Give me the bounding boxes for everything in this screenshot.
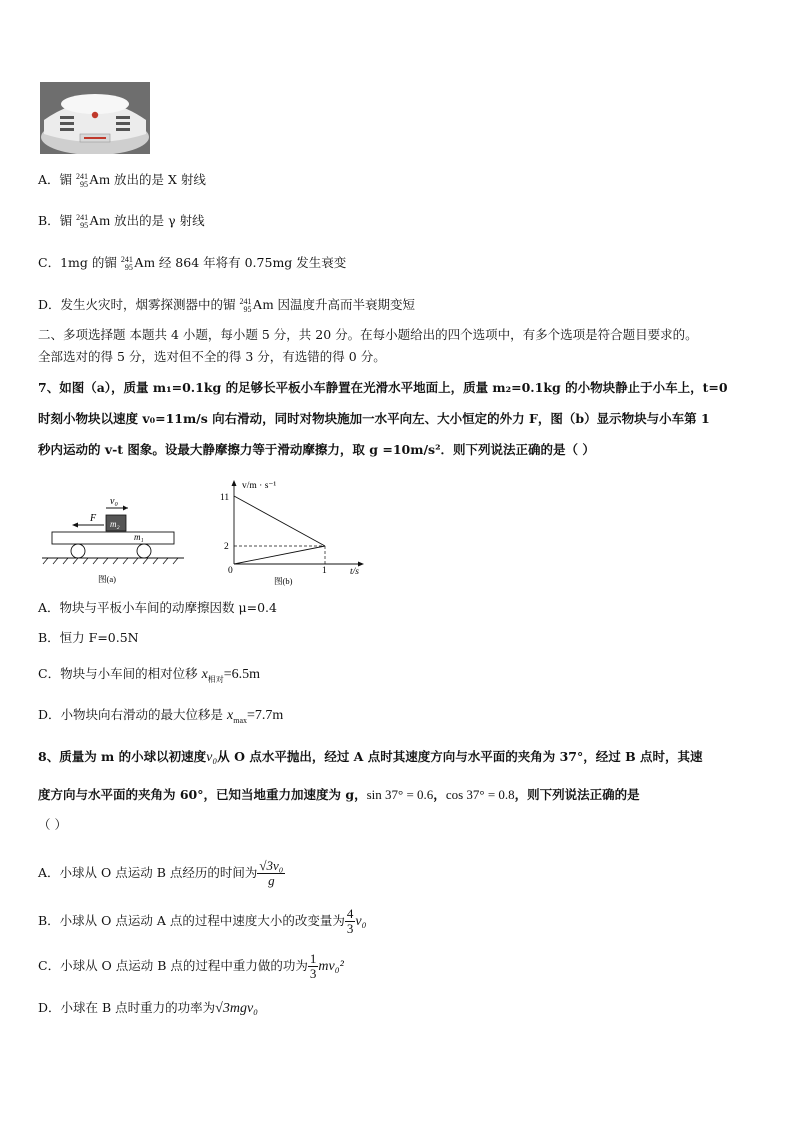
figure-b xyxy=(212,476,372,588)
smoke-detector-image xyxy=(40,82,150,154)
q7-line2: 时刻小物块以速度 v₀=11m/s 向右滑动，同时对物块施加一水平向左、大小恒定的外力 F，图（b）显示物块与小车第 1 xyxy=(38,411,710,426)
q6-a-text: A．镅 xyxy=(38,172,73,187)
q6-option-c: C．1mg 的镅 241 95Am 经 864 年将有 0.75mg 发生衰变 xyxy=(38,254,347,272)
q8-option-c: C．小球从 O 点运动 B 点的过程中重力做的功为 $\frac{1}{3}$ mv₀² xyxy=(38,951,344,981)
nuclide-am: 241 95Am xyxy=(239,296,274,314)
fig-a-caption: 图(a) xyxy=(98,574,116,584)
q7-option-a: A．物块与平板小车间的动摩擦因数 μ=0.4 xyxy=(38,600,277,615)
q7-line1: 7、如图（a），质量 m₁=0.1kg 的足够长平板小车静置在光滑水平地面上，质量 m₂=0.1kg 的小物块静止于小车上，t=0 xyxy=(38,380,728,395)
q8-option-d: D．小球在 B 点时重力的功率为√3mgv₀ xyxy=(38,1000,259,1016)
q6-a-text2: 放出的是 X 射线 xyxy=(114,172,206,187)
fig-a-v0-label: v₀ xyxy=(110,496,118,507)
wheel xyxy=(137,544,151,558)
fig-a-F-label: F xyxy=(90,513,97,524)
fig-b-xlabel: t/s xyxy=(350,567,359,577)
q8-line1: 8、质量为 m 的小球以初速度v₀从 O 点水平抛出，经过 A 点时其速度方向与水平面的夹角为 37°，经过 B 点时，其速 xyxy=(38,749,703,765)
nuclide-am: 241 95Am xyxy=(76,212,111,230)
q6-option-d: D．发生火灾时，烟雾探测器中的镅 241 95Am 因温度升高而半衰期变短 xyxy=(38,296,416,314)
svg-text:m₁: m₁ xyxy=(134,532,144,542)
fig-b-ylabel: v/m · s⁻¹ xyxy=(242,481,277,491)
fig-b-caption: 图(b) xyxy=(274,576,293,586)
block-velocity-line xyxy=(234,496,325,546)
q8-line2: 度方向与水平面的夹角为 60°，已知当地重力加速度为 g，sin 37° = 0.6，cos 37° = 0.8，则下列说法正确的是 xyxy=(38,787,640,802)
fig-b-origin: 0 xyxy=(228,566,233,576)
section2-line1: 二、多项选择题 本题共 4 小题，每小题 5 分，共 20 分。在每小题给出的四个选项中，有多个选项是符合题目要求的。 xyxy=(38,327,698,342)
q7-option-c: C．物块与小车间的相对位移 $x_{相对}=6.5m$ xyxy=(38,666,261,684)
q6-option-a xyxy=(38,171,206,190)
q6-option-b: B．镅 241 95Am 放出的是 γ 射线 xyxy=(38,212,205,230)
figure-a xyxy=(38,488,188,588)
nuclide-am: 241 95Am xyxy=(120,254,155,272)
q8-line3: （ ） xyxy=(38,817,67,832)
fig-b-y-tick-11: 11 xyxy=(220,493,230,503)
cart-velocity-line xyxy=(234,546,325,564)
q7-option-b: B．恒力 F=0.5N xyxy=(38,630,139,645)
q7-line3: 秒内运动的 v-t 图象。设最大静摩擦力等于滑动摩擦力，取 g =10m/s²．则下列说法正确的是（ ） xyxy=(38,442,595,457)
svg-text:m₂: m₂ xyxy=(110,519,120,529)
fig-b-y-tick-2: 2 xyxy=(224,542,229,552)
fig-b-x-tick-1: 1 xyxy=(322,566,327,576)
nuclide-am: 241 95Am xyxy=(76,171,111,189)
q7-option-d: D．小物块向右滑动的最大位移是 $x_{max}=7.7m$ xyxy=(38,707,284,725)
section2-line2: 全部选对的得 5 分，选对但不全的得 3 分，有选错的得 0 分。 xyxy=(38,349,386,364)
cart-m1 xyxy=(52,532,174,544)
q8-option-a: A．小球从 O 点运动 B 点经历的时间为 $\frac{\text{√3v₀}}{g}$ xyxy=(38,858,284,888)
q8-option-b: B．小球从 O 点运动 A 点的过程中速度大小的改变量为 $\frac{4}{3}$ v₀ xyxy=(38,906,367,936)
wheel xyxy=(71,544,85,558)
